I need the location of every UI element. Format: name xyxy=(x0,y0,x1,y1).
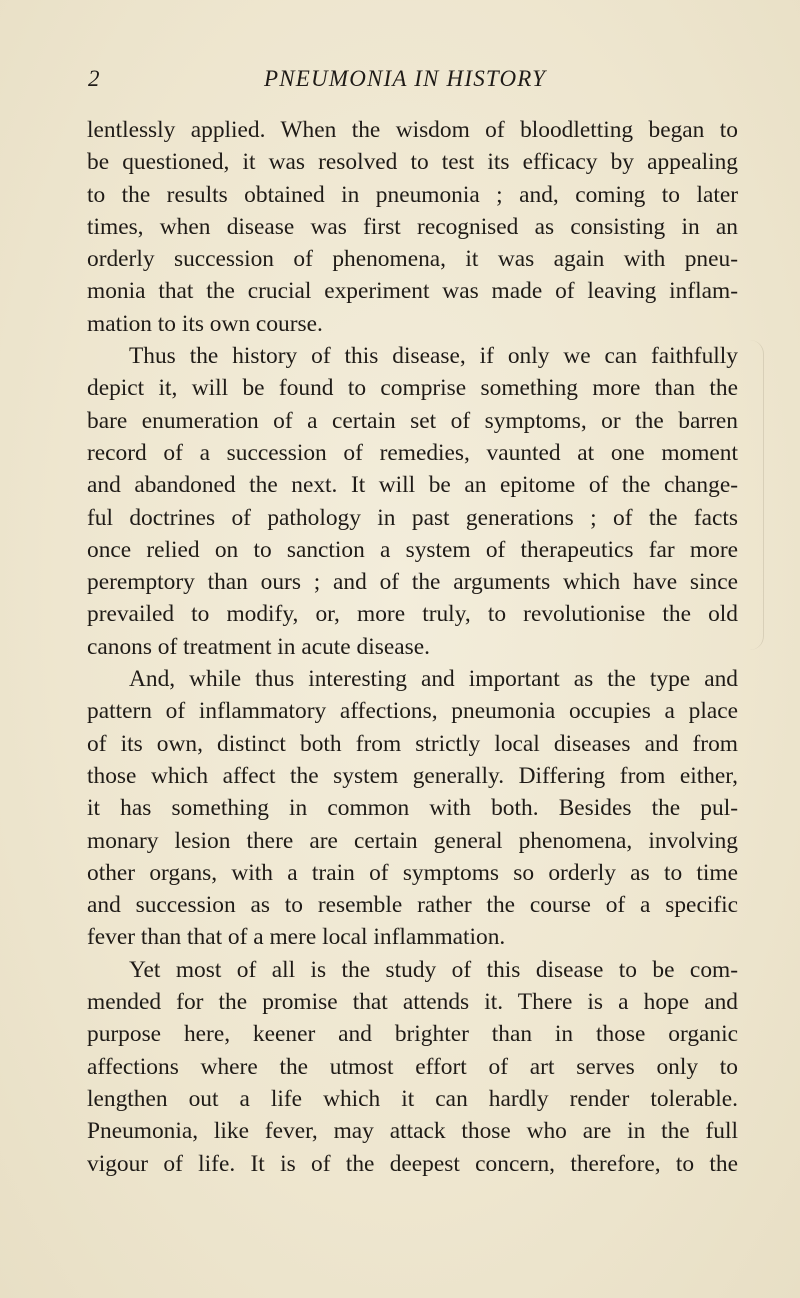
text-line: orderly succession of phenomena, it was again with pneu- xyxy=(87,246,738,273)
text-line: vigour of life. It is of the deepest concern, therefore, to the xyxy=(87,1150,738,1177)
text-line: be questioned, it was resolved to test its efficacy by appealing xyxy=(87,149,738,176)
text-line: other organs, with a train of symptoms so orderly as to time xyxy=(87,859,738,886)
text-line: Yet most of all is the study of this disease to be com- xyxy=(129,956,738,983)
text-line: pattern of inflammatory affections, pneumonia occupies a place xyxy=(87,698,738,725)
text-line: it has something in common with both. Besides the pul- xyxy=(87,795,738,822)
text-line: depict it, will be found to comprise something more than the xyxy=(87,375,738,402)
text-line: And, while thus interesting and important as the type and xyxy=(129,666,738,693)
text-line: bare enumeration of a certain set of symptoms, or the barren xyxy=(87,407,738,434)
text-line: affections where the utmost effort of art serves only to xyxy=(87,1053,738,1080)
text-line: and succession as to resemble rather the course of a specific xyxy=(87,892,738,919)
text-line: peremptory than ours ; and of the arguments which have since xyxy=(87,569,738,596)
text-line: lentlessly applied. When the wisdom of bloodletting began to xyxy=(87,117,738,143)
text-line: prevailed to modify, or, more truly, to revolutionise the old xyxy=(87,601,738,628)
text-line: and abandoned the next. It will be an epitome of the change- xyxy=(87,472,738,499)
text-line: Pneumonia, like fever, may attack those who are in the full xyxy=(87,1118,738,1145)
page-edge-shadow xyxy=(741,340,764,650)
text-line: those which affect the system generally. Differing from either, xyxy=(87,762,738,789)
text-line: mation to its own course. xyxy=(87,310,323,337)
text-line: ful doctrines of pathology in past generations ; of the facts xyxy=(87,504,738,531)
body-text xyxy=(87,114,738,1180)
text-line: mended for the promise that attends it. There is a hope and xyxy=(87,989,738,1016)
running-title: PNEUMONIA IN HISTORY xyxy=(264,66,547,91)
text-line: canons of treatment in acute disease. xyxy=(87,633,430,660)
text-line: times, when disease was first recognised as consisting in an xyxy=(87,213,738,240)
text-line: purpose here, keener and brighter than in those organic xyxy=(87,1021,738,1048)
text-line: monia that the crucial experiment was made of leaving inflam- xyxy=(87,278,738,305)
text-line: Thus the history of this disease, if only we can faithfully xyxy=(129,343,738,370)
text-line: of its own, distinct both from strictly local diseases and from xyxy=(87,730,738,757)
page-number: 2 xyxy=(88,66,100,91)
text-line: record of a succession of remedies, vaunted at one moment xyxy=(87,439,738,466)
text-line: monary lesion there are certain general phenomena, involving xyxy=(87,827,738,854)
page-header xyxy=(88,66,738,98)
text-line: once relied on to sanction a system of therapeutics far more xyxy=(87,536,738,563)
text-line: to the results obtained in pneumonia ; and, coming to later xyxy=(87,181,738,208)
text-line: fever than that of a mere local inflammation. xyxy=(87,924,506,951)
text-line: lengthen out a life which it can hardly render tolerable. xyxy=(87,1085,738,1112)
